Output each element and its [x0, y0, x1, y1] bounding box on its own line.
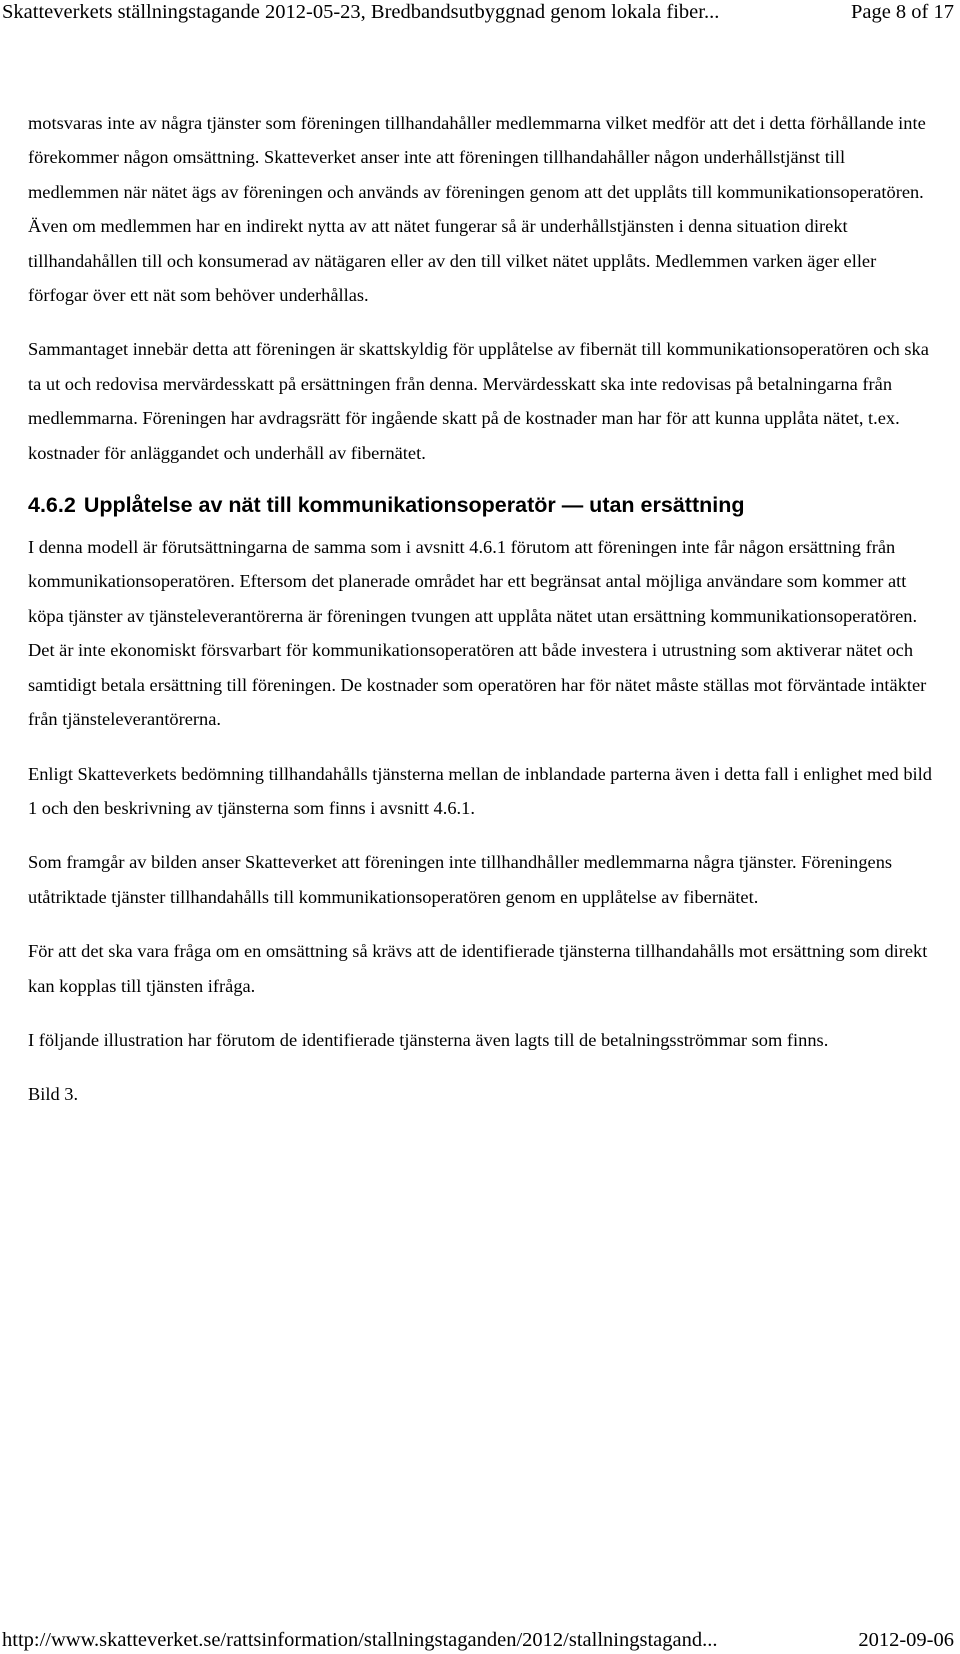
paragraph: I följande illustration har förutom de identifierade tjänsterna även lagts till de betalningsströmmar som finns.: [28, 1029, 829, 1050]
document-body: [28, 106, 933, 1132]
figure-label: Bild 3.: [28, 1084, 79, 1105]
section-number: 4.6.2: [28, 493, 76, 518]
paragraph: För att det ska vara fråga om en omsättning så krävs att de identifierade tjänsterna tillhandahålls mot ersättning som direkt kan kopplas till tjänsten ifråga.: [28, 941, 928, 996]
paragraph: Enligt Skatteverkets bedömning tillhandahålls tjänsterna mellan de inblandade parterna även i detta fall i enlighet med bild 1 och den beskrivning av tjänsterna som finns i avsnitt 4.6.1.: [28, 763, 932, 818]
paragraph: I denna modell är förutsättningarna de samma som i avsnitt 4.6.1 förutom att föreningen inte får någon ersättning från kommunikationsoperatören. Eftersom det planerade området har ett begränsat antal möjliga användare som kommer att köpa tjänster av tjänsteleverantörerna är föreningen tvungen att upplåta nätet utan ersättning kommunikationsoperatören. Det är inte ekonomiskt försvarbart för kommunikationsoperatören att både investera i utrustning som aktiverar nätet och samtidigt betala ersättning till föreningen. De kostnader som operatören har för nätet måste ställas mot förväntade intäkter från tjänsteleverantörerna.: [28, 537, 927, 730]
print-header: [2, 0, 954, 24]
paragraph: Som framgår av bilden anser Skatteverket att föreningen inte tillhandhåller medlemmarna några tjänster. Föreningens utåtriktade tjänster tillhandahålls till kommunikationsoperatören genom en upplåtelse av fibernätet.: [28, 852, 893, 907]
section-title: Upplåtelse av nät till kommunikationsoperatör — utan ersättning: [83, 493, 745, 518]
section-heading: [28, 490, 933, 520]
paragraph: motsvaras inte av några tjänster som föreningen tillhandahåller medlemmarna vilket medför att det i detta förhållande inte förekommer någon omsättning. Skatteverket anser inte att föreningen tillhandahåller någon underhållstjänst till medlemmen när nätet ägs av föreningen och används av föreningen genom att det upplåts till kommunikationsoperatören. Även om medlemmen har en indirekt nytta av att nätet fungerar så är underhållstjänsten i denna situation direkt tillhandahållen till och konsumerad av nätägaren eller av den till vilket nätet upplåts. Medlemmen varken äger eller förfogar över ett nät som behöver underhållas.: [28, 113, 926, 306]
page-number: Page 8 of 17: [850, 1, 954, 23]
print-footer: [2, 1628, 954, 1652]
paragraph: Sammantaget innebär detta att föreningen är skattskyldig för upplåtelse av fibernät till kommunikationsoperatören och ska ta ut och redovisa mervärdesskatt på ersättningen från denna. Mervärdesskatt ska inte redovisas på betalningarna från medlemmarna. Föreningen har avdragsrätt för ingående skatt på de kostnader man har för att kunna upplåta nätet, t.ex. kostnader för anläggandet och underhåll av fibernätet.: [28, 339, 929, 463]
footer-date: 2012-09-06: [858, 1629, 954, 1651]
footer-url[interactable]: http://www.skatteverket.se/rattsinformation/stallningstaganden/2012/stallningstagand...: [2, 1629, 718, 1651]
document-title: Skatteverkets ställningstagande 2012-05-23, Bredbandsutbyggnad genom lokala fiber...: [2, 1, 720, 23]
